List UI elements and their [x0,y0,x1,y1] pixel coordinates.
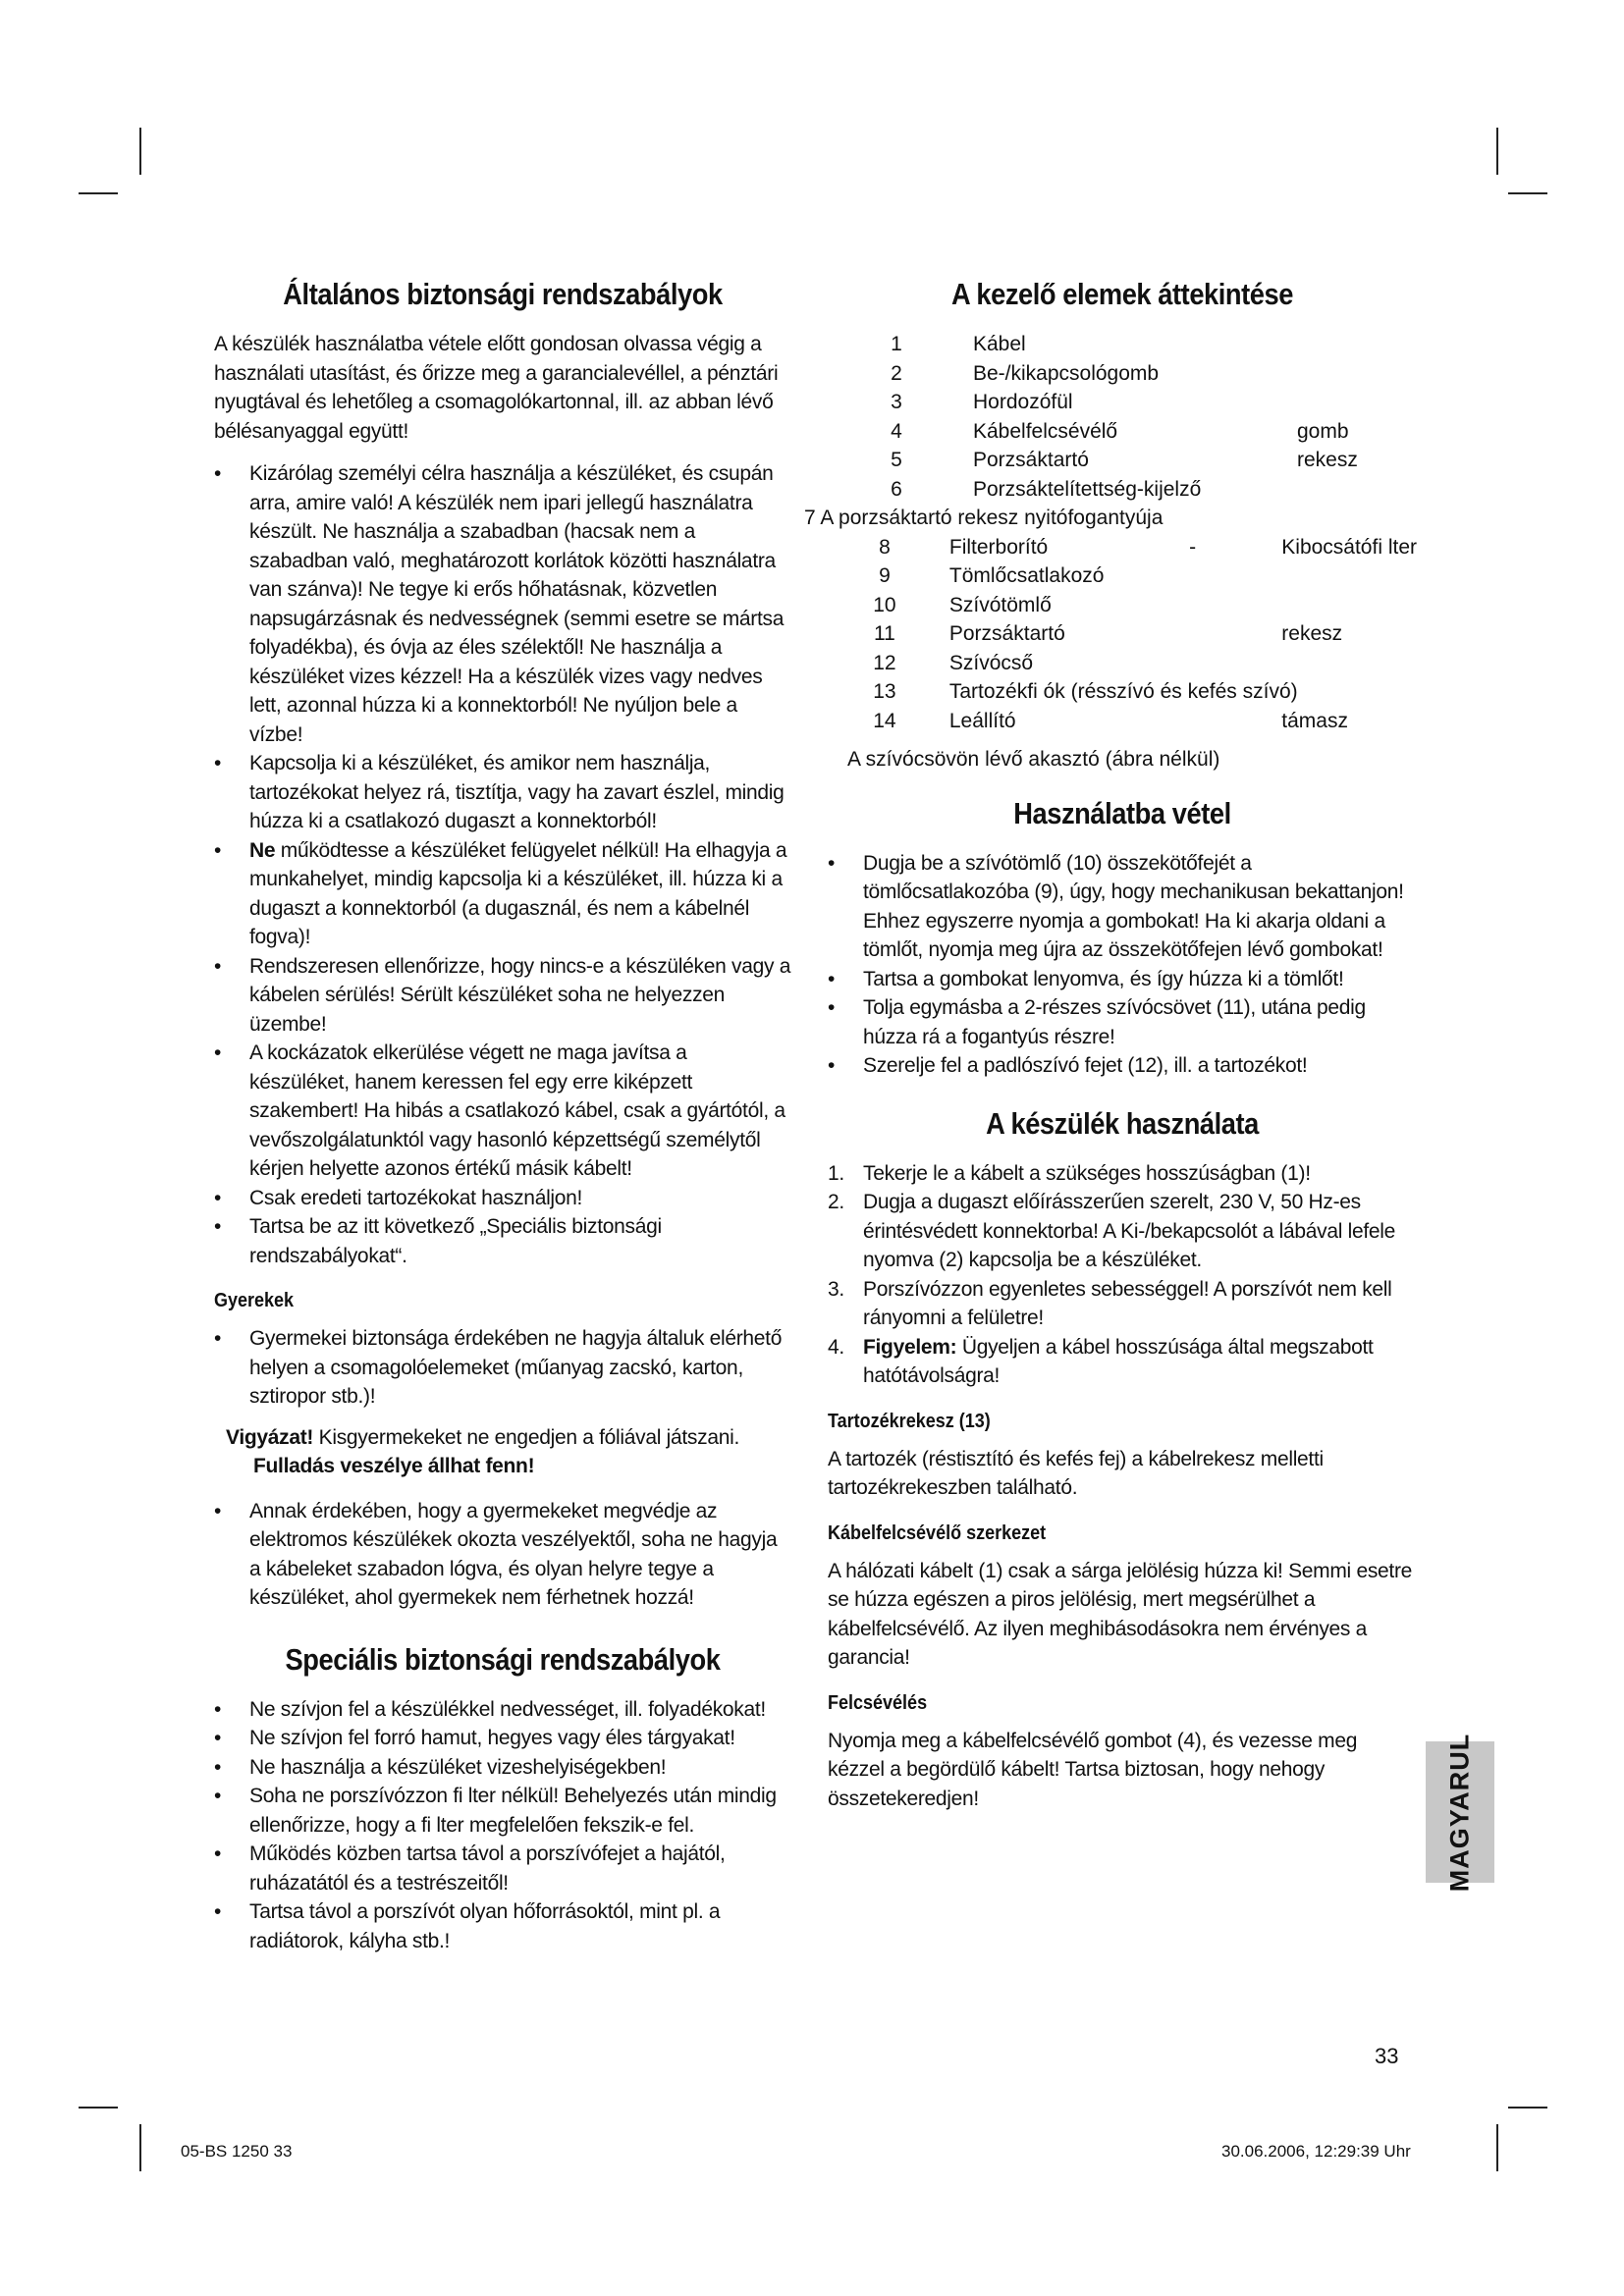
crop-mark [139,128,141,175]
accessory-heading: Tartozékrekesz (13) [828,1410,991,1432]
control-7-row: 7 A porzsáktartó rekesz nyitófogantyúja [804,507,1164,529]
general-safety-intro: A készülék használatba vétele előtt gondosan olvassa végig a használati utasítást, és őrizze meg a garancialevéllel, a pénztári nyugtával és lehetőleg a csomagolókartonnal, ill. az abban lévő bélésanyaggal együtt! [214,333,779,443]
rewind-text: Nyomja meg a kábelfelcsévélő gombot (4), és vezesse meg kézzel a begördülő kábelt! Tartsa biztosan, hogy nehogy összetekeredjen! [828,1729,1358,1810]
left-column [214,277,791,1967]
table-row: 6 Porzsáktelítettség-kijelző [891,477,1202,501]
footer-left: 05-BS 1250 33 [181,2142,293,2161]
children-list-1 [214,1324,791,1412]
list-item: • Dugja be a szívótömlő (10) összekötőfejét a tömlőcsatlakozóba (9), úgy, hogy mechanikusan bekattanjon! Ehhez egyszerre nyomja a gombokat! Ha ki akarja oldani a tömlőt, nyomja meg újra az összekötőfejen lévő gombokat! [828,849,1417,965]
list-item: • Csak eredeti tartozékokat használjon! [214,1184,791,1213]
table-row: 13 Tartozékfi ók (résszívó és kefés szívó) [873,680,1298,703]
general-safety-list [214,459,791,1270]
special-safety-title: Speciális biztonsági rendszabályok [285,1641,721,1677]
controls-table-b [828,533,1417,736]
crop-mark [1496,2124,1498,2171]
list-item [214,836,791,952]
controls-table [828,330,1358,504]
list-item: • Soha ne porszívózzon fi lter nélkül! Behelyezés után mindig ellenőrizze, hogy a fi lter megfelelően fekszik-e fel. [214,1782,791,1840]
list-item: 2. Dugja a dugaszt előírásszerűen szerelt, 230 V, 50 Hz-es érintésvédett konnektorba! A Ki-/bekapcsolót a lábával lefele nyomva (2) kapcsolja be a készüléket. [828,1191,1396,1271]
cable-rewinder-heading: Kábelfelcsévélő szerkezet [828,1522,1047,1544]
table-row: 9 Tömlőcsatlakozó [879,564,1105,587]
crop-mark [139,2124,141,2171]
list-item: • Ne szívjon fel a készülékkel nedvességet, ill. folyadékokat! [214,1695,791,1725]
language-tab-label: MAGYARUL [1444,1733,1475,1892]
crop-mark [1508,192,1547,194]
crop-mark [1496,128,1498,175]
language-tab [1426,1733,1494,1892]
ne-rest: működtesse a készüléket felügyelet nélkül! Ha elhagyja a munkahelyet, mindig kapcsolja ki a készüléket, ill. húzza ki a dugaszt a konnektorból (a dugasznál, és nem a kábelnél fogva)! [249,838,787,948]
list-item: • Tartsa távol a porszívót olyan hőforrásoktól, mint pl. a radiátorok, kályha stb.! [214,1897,791,1955]
list-item: • Tolja egymásba a 2-részes szívócsövet (11), utána pedig húzza rá a fogantyús részre! [828,993,1417,1051]
page-number: 33 [1375,2044,1399,2068]
table-row: 11 Porzsáktartó rekesz [874,622,1343,645]
list-item: • Működés közben tartsa távol a porszívófejet a hajától, ruházatától és a testrészeitől! [214,1840,791,1897]
warning-text: Kisgyermekeket ne engedjen a fóliával játszani. [313,1425,739,1449]
accessory-text: A tartozék (réstisztító és kefés fej) a kábelrekesz melletti tartozékrekeszben található. [828,1447,1324,1499]
controls-note: A szívócsövön lévő akasztó (ábra nélkül) [847,748,1220,771]
ne-bold: Ne [249,838,276,862]
table-row: 4 Kábelfelcsévélő gomb [891,419,1349,443]
list-item: • Tartsa a gombokat lenyomva, és így húzza ki a tömlőt! [828,965,1417,994]
list-item: • Ne használja a készüléket vizeshelyiségekben! [214,1753,791,1783]
list-item: • Annak érdekében, hogy a gyermekeket megvédje az elektromos készülékek okozta veszélyektől, soha ne hagyja a kábeleket szabadon lógva, és olyan helyre tegye a készüléket, ahol gyermekek nem férhetnek hozzá! [214,1497,791,1613]
table-row: 10 Szívótömlő [873,593,1052,616]
list-item: • Ne szívjon fel forró hamut, hegyes vagy éles tárgyakat! [214,1724,791,1753]
controls-title: A kezelő elemek áttekintése [950,277,1293,311]
rewind-heading: Felcsévélés [828,1691,928,1714]
cable-rewinder-text: A hálózati kábelt (1) csak a sárga jelölésig húzza ki! Semmi esetre se húzza egészen a piros jelölésig, mert megsérülhet a kábelfelcsévélő. Az ilyen meghibásodásokra nem érvényes a garancia! [828,1559,1413,1669]
use-title: A készülék használata [986,1105,1259,1141]
table-row: 5 Porzsáktartó rekesz [891,449,1358,471]
start-title: Használatba vétel [1013,795,1231,830]
special-safety-list [214,1695,791,1956]
list-item: • A kockázatok elkerülése végett ne maga javítsa a készüléket, hanem keressen fel egy erre kiképzett szakembert! Ha hibás a csatlakozó kábel, csak a gyártótól, a vevőszolgálatunktól vagy hasonló képzettségű személytől kérjen helyette azonos értékű másik kábelt! [214,1039,791,1184]
warning-bold-text: Fulladás veszélye állhat fenn! [253,1455,535,1477]
table-row: 3 Hordozófül [891,391,1073,413]
table-row: 14 Leállító támasz [873,709,1348,732]
list-item: • Tartsa be az itt következő „Speciális biztonsági rendszabályokat“. [214,1212,791,1270]
footer-right: 30.06.2006, 12:29:39 Uhr [1221,2142,1411,2161]
right-column [804,277,1417,1827]
list-item: 1. Tekerje le a kábelt a szükséges hosszúságban (1)! [828,1161,1311,1185]
list-item: • Kapcsolja ki a készüléket, és amikor nem használja, tartozékokat helyez rá, tisztítja, vagy ha zavart észlel, mindig húzza ki a csatlakozó dugaszt a konnektorból! [214,749,791,836]
general-safety-title: Általános biztonsági rendszabályok [283,277,723,311]
table-row: 8 Filterborító - Kibocsátófi lter [879,535,1417,559]
crop-mark [79,192,118,194]
use-list [828,1159,1417,1391]
list-item: 4. Figyelem: Ügyeljen a kábel hosszúsága által megszabott hatótávolságra! [828,1335,1374,1387]
crop-mark [79,2107,118,2109]
children-list-2 [214,1497,791,1613]
table-row: 1 Kábel [891,333,1026,355]
warning-block [214,1423,791,1481]
list-item: • Kizárólag személyi célra használja a készüléket, és csupán arra, amire való! A készülék nem ipari jellegű használatra készült. Ne használja a szabadban (hacsak nem a szabadban való, meghatározott korlátok közötti használatra van szánva)! Ne tegye ki erős hőhatásnak, közvetlen napsugárzásnak és nedvességnek (semmi esetre se mártsa folyadékba), és óvja az éles szélektől! Ne használja a készüléket vizes kézzel! Ha a készülék vizes vagy nedves lett, azonnal húzza ki a konnektorból! Ne nyúljon bele a vízbe! [214,459,791,749]
list-item: • Gyermekei biztonsága érdekében ne hagyja általuk elérhető helyen a csomagolóelemeket (műanyag zacskó, karton, sztiropor stb.)! [214,1324,791,1412]
list-item: • Rendszeresen ellenőrizze, hogy nincs-e a készüléken vagy a kábelen sérülés! Sérült készüléket soha ne helyezzen üzembe! [214,952,791,1040]
table-row: 2 Be-/kikapcsológomb [891,361,1160,385]
crop-mark [1508,2107,1547,2109]
table-row: 12 Szívócső [873,651,1034,674]
start-list [828,849,1417,1081]
list-item: 3. Porszívózzon egyenletes sebességgel! A porszívót nem kell rányomni a felületre! [828,1277,1392,1329]
children-heading: Gyerekek [214,1290,295,1311]
warning-label: Vigyázat! [226,1425,314,1449]
list-item: • Szerelje fel a padlószívó fejet (12), ill. a tartozékot! [828,1051,1417,1081]
